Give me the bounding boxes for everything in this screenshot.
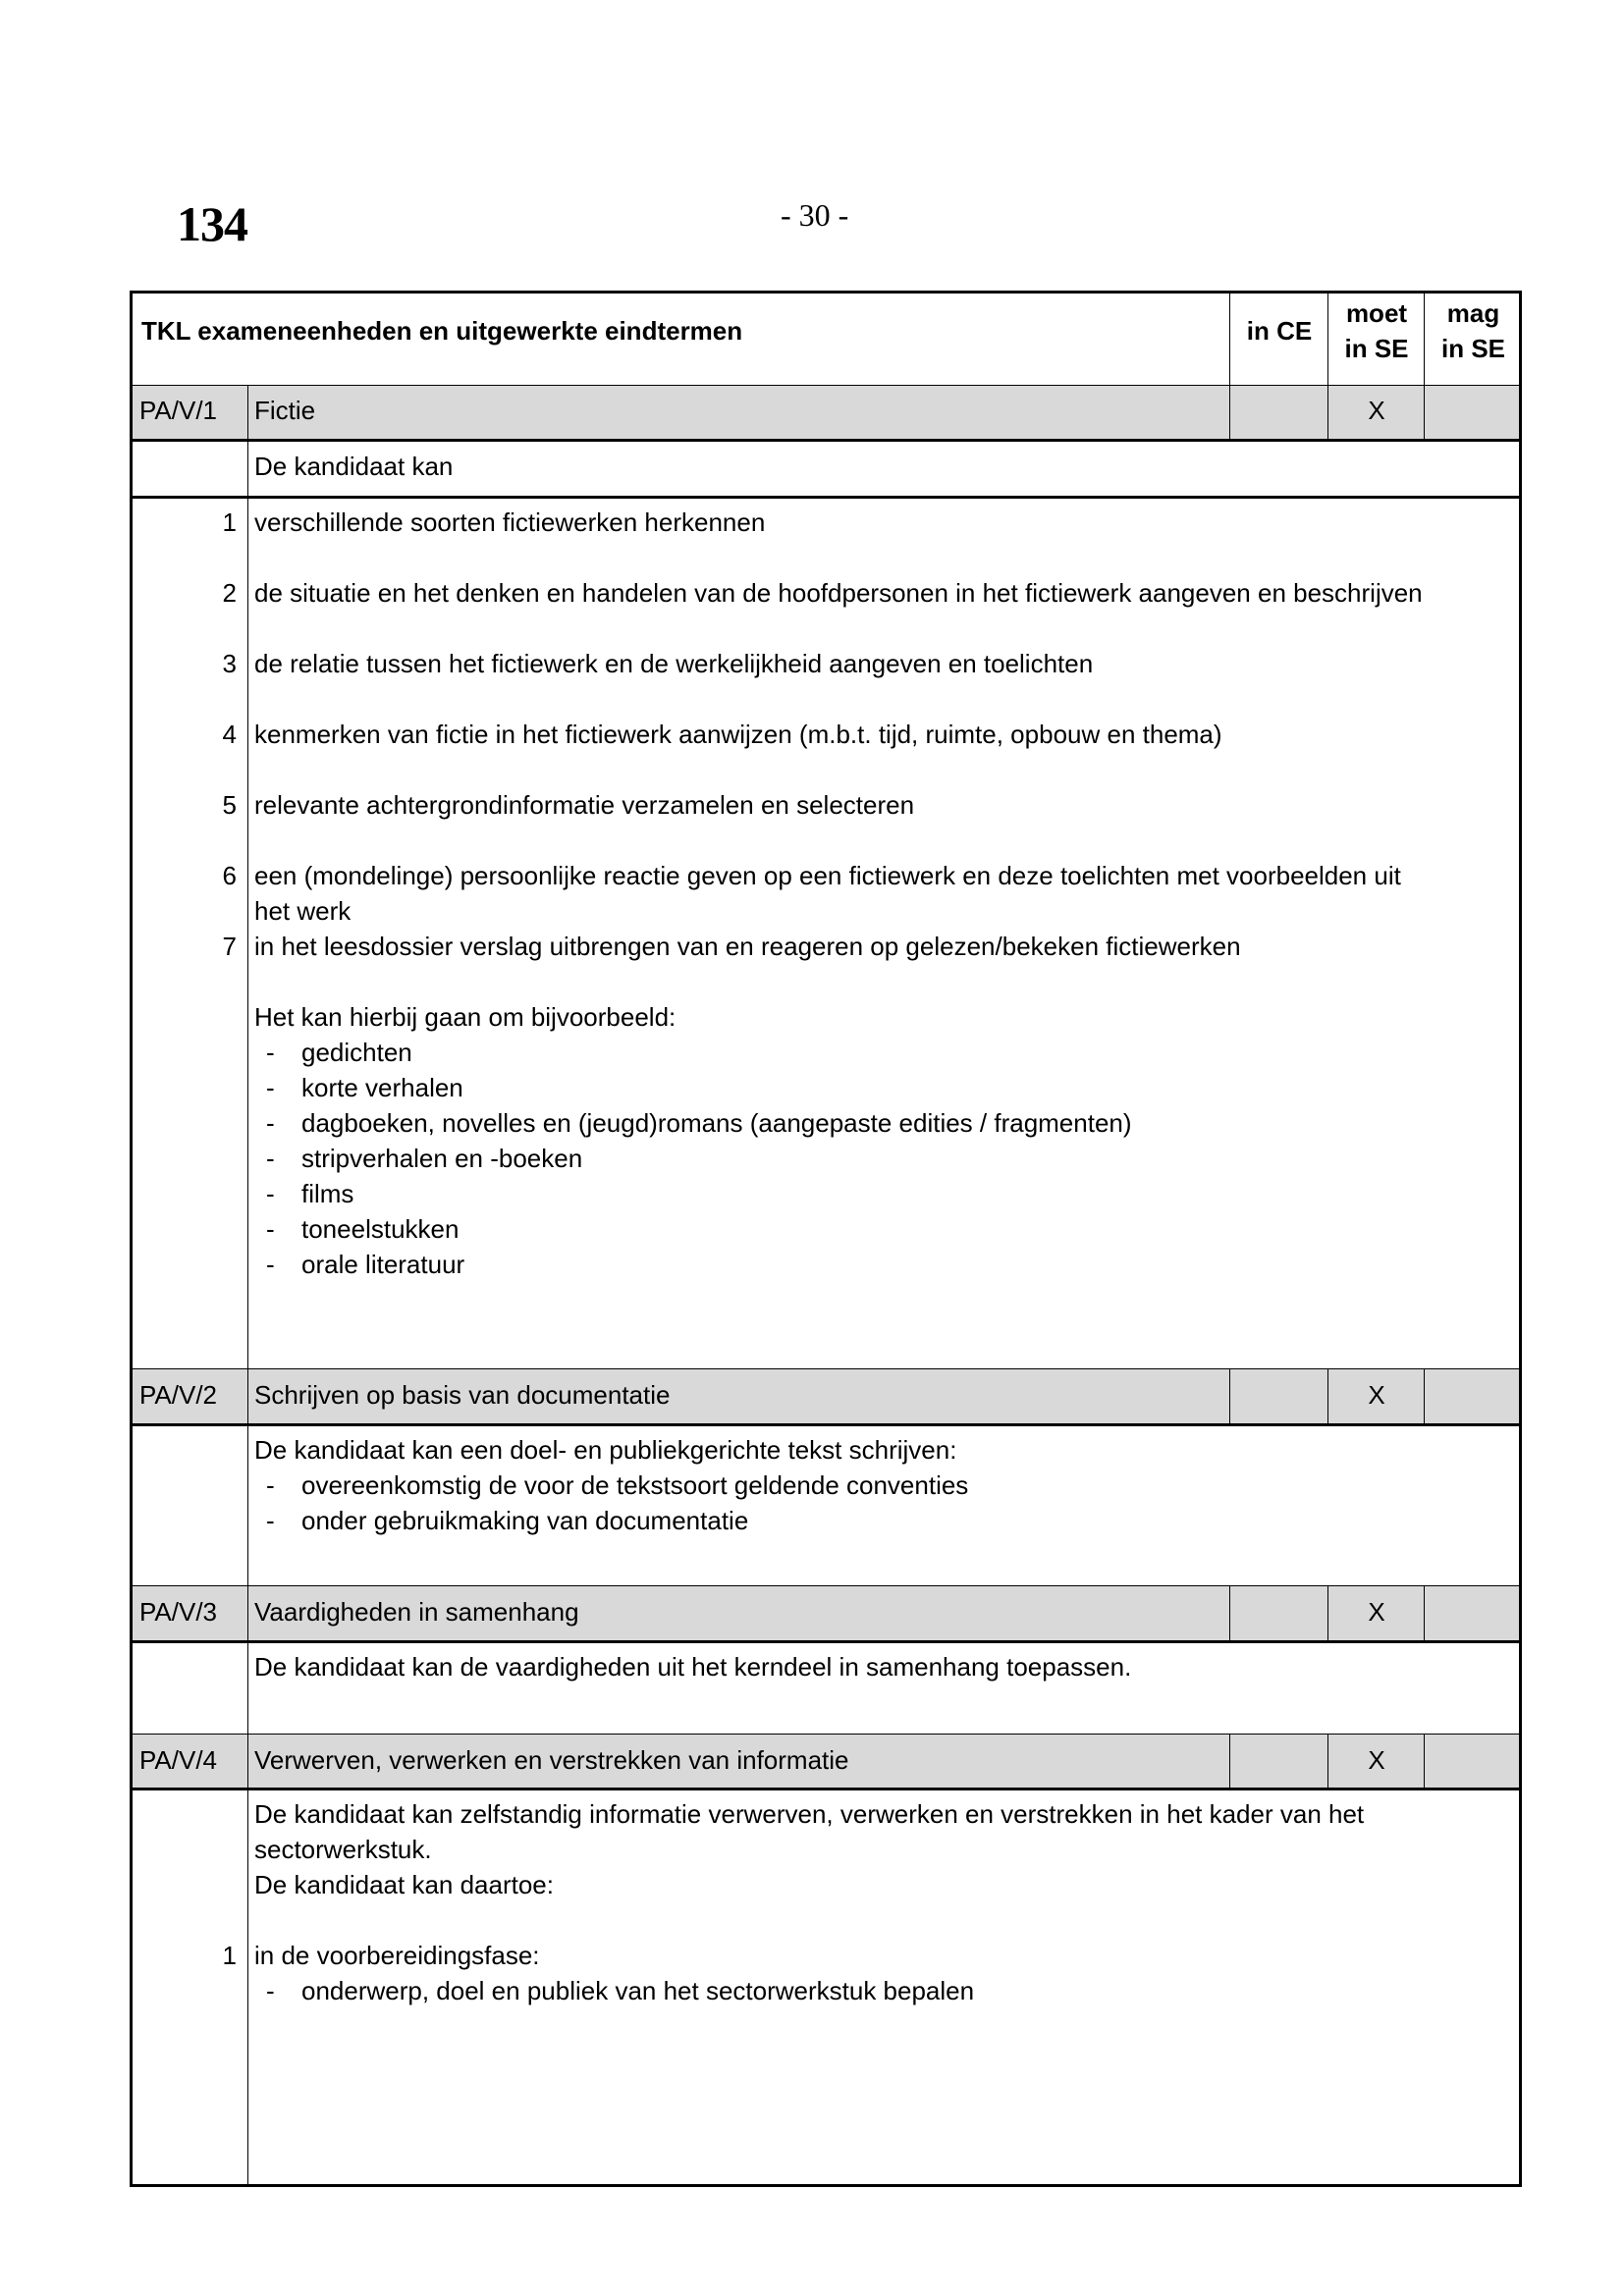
page-number: - 30 - — [781, 197, 849, 233]
header-mag-in-se — [1425, 295, 1522, 366]
item-number: 5 — [222, 790, 237, 820]
column-divider — [1229, 294, 1230, 440]
row-divider — [133, 1368, 1519, 1369]
column-divider — [1327, 1734, 1328, 1789]
example-item: - orale literatuur — [254, 1247, 1132, 1282]
examples-block — [254, 999, 1132, 1282]
item-number: 7 — [222, 932, 237, 961]
exam-units-table — [130, 291, 1522, 2187]
header-in-ce: in CE — [1246, 316, 1313, 346]
column-divider — [1424, 1585, 1425, 1641]
dash-bullet-icon: - — [266, 1214, 275, 1244]
item-text-line1: een (mondelinge) persoonlijke reactie geven op een fictiewerk en deze toelichten met voorbeelden uit — [254, 861, 1401, 890]
column-divider — [247, 385, 248, 2184]
unit-code: PA/V/1 — [139, 396, 218, 425]
unit-row-pav3 — [133, 1585, 1519, 1641]
row-divider — [133, 385, 1519, 386]
item-text: verschillende soorten fictiewerken herkennen — [254, 507, 766, 537]
column-divider — [1327, 1585, 1328, 1641]
dash-bullet-icon: - — [266, 1073, 275, 1102]
unit-content-pav2 — [133, 1424, 1519, 1585]
example-item: - dagboeken, novelles en (jeugd)romans (aangepaste edities / fragmenten) — [254, 1105, 1132, 1141]
unit-row-pav4 — [133, 1734, 1519, 1789]
row-divider — [133, 1585, 1519, 1586]
header-title: TKL exameneenheden en uitgewerkte eindtermen — [141, 316, 743, 346]
unit-content-pav3 — [133, 1641, 1519, 1734]
row-divider — [133, 496, 1519, 499]
unit-bullet: - onder gebruikmaking van documentatie — [254, 1503, 968, 1538]
row-divider — [133, 439, 1519, 442]
dash-bullet-icon: - — [266, 1470, 275, 1500]
unit-row-pav2 — [133, 1368, 1519, 1424]
column-divider — [1424, 294, 1425, 440]
header-mag-line1: mag — [1446, 298, 1500, 328]
unit-code: PA/V/4 — [139, 1745, 218, 1775]
unit-intro: De kandidaat kan de vaardigheden uit het kerndeel in samenhang toepassen. — [254, 1652, 1132, 1682]
example-item: - korte verhalen — [254, 1070, 1132, 1105]
unit-items-block — [133, 497, 1519, 1368]
unit-intro-line1: De kandidaat kan zelfstandig informatie verwerven, verwerken en verstrekken in het kader van het — [254, 1799, 1365, 1829]
unit-moet-in-se-mark: X — [1368, 1380, 1385, 1410]
unit-code: PA/V/2 — [139, 1380, 218, 1410]
header-mag-line2: in SE — [1440, 334, 1505, 363]
column-divider — [1229, 1585, 1230, 1641]
column-divider — [1327, 1368, 1328, 1424]
example-item: - films — [254, 1176, 1132, 1211]
dash-bullet-icon: - — [266, 1250, 275, 1279]
row-divider — [133, 1423, 1519, 1426]
example-item: - gedichten — [254, 1035, 1132, 1070]
unit-intro-row — [133, 440, 1519, 497]
item-number: 4 — [222, 720, 237, 749]
item-number: 6 — [222, 861, 237, 890]
unit-moet-in-se-mark: X — [1368, 1597, 1385, 1627]
item-number: 2 — [222, 578, 237, 608]
dash-bullet-icon: - — [266, 1179, 275, 1208]
item-text — [254, 858, 1401, 929]
unit-bullet: - overeenkomstig de voor de tekstsoort geldende conventies — [254, 1468, 968, 1503]
unit-title: Fictie — [254, 396, 316, 425]
item-number: 3 — [222, 649, 237, 678]
header-moet-line1: moet — [1345, 298, 1408, 328]
item-number: 1 — [222, 1941, 237, 1970]
column-divider — [1229, 1734, 1230, 1789]
unit-content-pav4 — [133, 1789, 1519, 2187]
unit-intro: De kandidaat kan — [254, 452, 454, 481]
row-divider — [133, 1788, 1519, 1790]
item-text: de situatie en het denken en handelen van de hoofdpersonen in het fictiewerk aangeven en beschrijven — [254, 578, 1423, 608]
unit-content — [254, 1432, 968, 1538]
item-text: kenmerken van fictie in het fictiewerk aanwijzen (m.b.t. tijd, ruimte, opbouw en thema) — [254, 720, 1222, 749]
row-divider — [133, 1734, 1519, 1735]
row-divider — [133, 1640, 1519, 1643]
unit-code: PA/V/3 — [139, 1597, 218, 1627]
column-divider — [1229, 1368, 1230, 1424]
item-text: relevante achtergrondinformatie verzamelen en selecteren — [254, 790, 915, 820]
dash-bullet-icon: - — [266, 1506, 275, 1535]
item-number: 1 — [222, 507, 237, 537]
item-text-line2: het werk — [254, 896, 352, 926]
unit-title: Schrijven op basis van documentatie — [254, 1380, 671, 1410]
unit-title: Vaardigheden in samenhang — [254, 1597, 579, 1627]
unit-intro — [254, 1796, 1364, 1867]
unit-title: Verwerven, verwerken en verstrekken van informatie — [254, 1745, 849, 1775]
document-number: 134 — [177, 196, 247, 251]
table-header-row — [133, 294, 1519, 385]
unit-intro-line2: sectorwerkstuk. — [254, 1835, 432, 1864]
item-bullet: - onderwerp, doel en publiek van het sectorwerkstuk bepalen — [254, 1973, 974, 2008]
examples-intro: Het kan hierbij gaan om bijvoorbeeld: — [254, 1002, 677, 1032]
unit-row-pav1 — [133, 385, 1519, 440]
unit-intro: De kandidaat kan een doel- en publiekgerichte tekst schrijven: — [254, 1435, 957, 1465]
dash-bullet-icon: - — [266, 1038, 275, 1067]
item-text: in het leesdossier verslag uitbrengen van en reageren op gelezen/bekeken fictiewerken — [254, 932, 1241, 961]
dash-bullet-icon: - — [266, 1108, 275, 1138]
unit-intro2: De kandidaat kan daartoe: — [254, 1870, 554, 1899]
unit-moet-in-se-mark: X — [1368, 396, 1385, 425]
header-moet-line2: in SE — [1344, 334, 1409, 363]
item-text: de relatie tussen het fictiewerk en de werkelijkheid aangeven en toelichten — [254, 649, 1094, 678]
item-text-line: in de voorbereidingsfase: — [254, 1941, 540, 1970]
item-text — [254, 1938, 974, 2008]
dash-bullet-icon: - — [266, 1976, 275, 2005]
column-divider — [1424, 1368, 1425, 1424]
unit-moet-in-se-mark: X — [1368, 1745, 1385, 1775]
example-item: - toneelstukken — [254, 1211, 1132, 1247]
column-divider — [1327, 294, 1328, 440]
dash-bullet-icon: - — [266, 1144, 275, 1173]
example-item: - stripverhalen en -boeken — [254, 1141, 1132, 1176]
column-divider — [1424, 1734, 1425, 1789]
header-moet-in-se — [1328, 295, 1425, 366]
